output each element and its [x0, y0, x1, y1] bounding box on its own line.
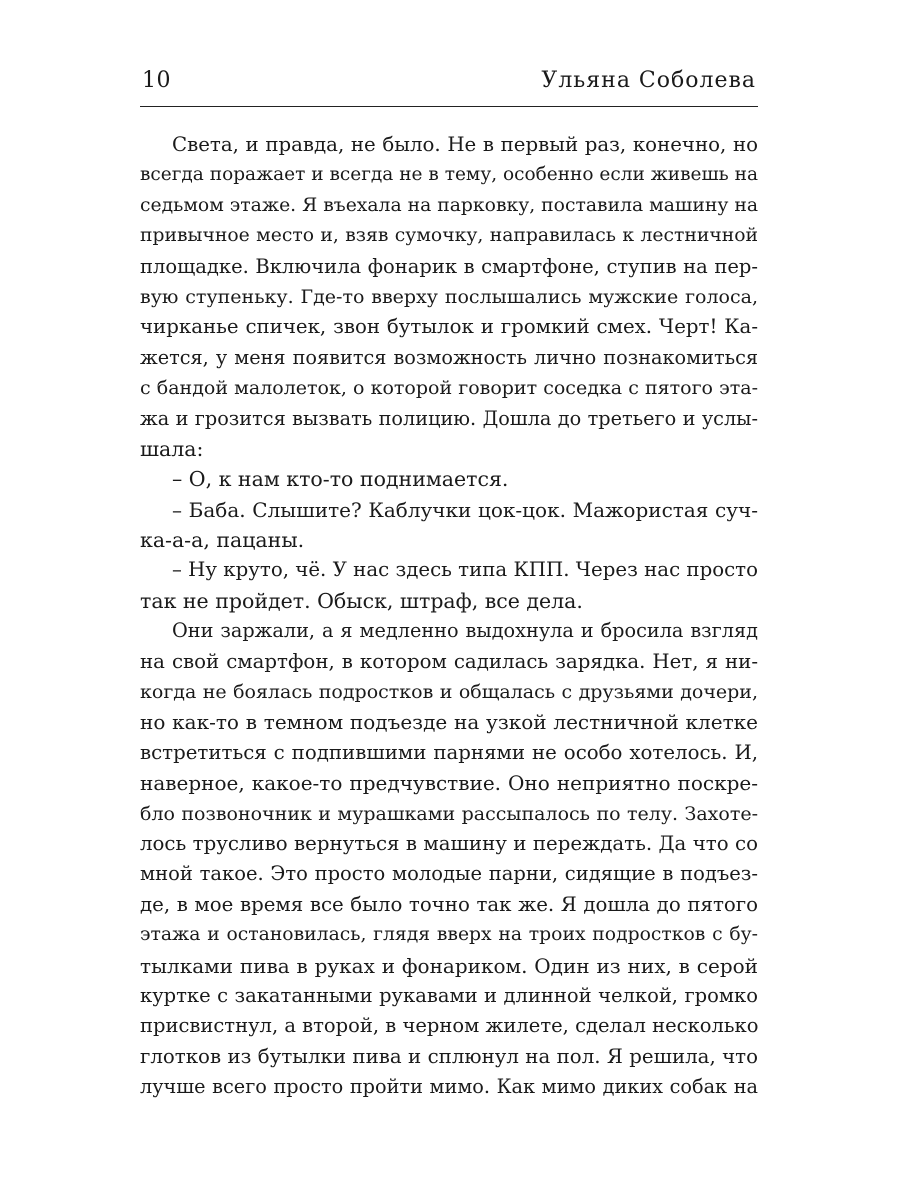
text-line: всегда поражает и всегда не в тему, особенно если живешь на	[140, 164, 758, 186]
text-line: наверное, какое-то предчувствие. Оно неприятно поскре-	[140, 771, 758, 796]
text-line: вую ступеньку. Где-то вверху послышались мужские голоса,	[140, 285, 758, 308]
text-line: шала:	[140, 436, 204, 461]
text-line: с бандой малолеток, о которой говорит соседка с пятого эта-	[140, 377, 758, 400]
text-line: тылками пива в руках и фонариком. Один из них, в серой	[140, 953, 758, 978]
text-line: – Баба. Слышите? Каблучки цок-цок. Мажористая суч-	[172, 497, 758, 522]
text-line: Они заржали, а я медленно выдохнула и бросила взгляд	[172, 619, 758, 643]
text-line: бло позвоночник и мурашками рассыпалось по телу. Захоте-	[140, 802, 758, 825]
page-header	[140, 66, 758, 107]
text-line: – Ну круто, чё. У нас здесь типа КПП. Через нас просто	[172, 558, 758, 582]
text-line: но как-то в темном подъезде на узкой лестничной клетке	[140, 710, 758, 735]
body-text	[140, 130, 758, 1103]
text-line: жа и грозится вызвать полицию. Дошла до третьего и услы-	[140, 406, 758, 430]
text-line: чирканье спичек, звон бутылок и громкий смех. Черт! Ка-	[140, 315, 758, 339]
text-line: этажа и остановилась, глядя вверх на троих подростков с бу-	[140, 924, 758, 946]
text-line: встретиться с подпившими парнями не особо хотелось. И,	[140, 740, 758, 764]
text-line: так не пройдет. Обыск, штраф, все дела.	[140, 588, 583, 613]
text-line: седьмом этаже. Я въехала на парковку, поставила машину на	[140, 194, 758, 216]
text-line: ка-а-а, пацаны.	[140, 528, 305, 553]
text-line: когда не боялась подростков и общалась с друзьями дочери,	[140, 681, 758, 704]
running-head-author: Ульяна Соболева	[541, 68, 756, 93]
text-line: куртке с закатанными рукавами и длинной челкой, громко	[140, 983, 758, 1007]
text-line: жется, у меня появится возможность лично познакомиться	[140, 345, 758, 369]
text-line: привычное место и, взяв сумочку, направилась к лестничной	[140, 225, 758, 247]
text-line: мной такое. Это просто молодые парни, сидящие в подъез-	[140, 862, 758, 886]
text-line: на свой смартфон, в котором садилась зарядка. Нет, я ни-	[140, 649, 758, 673]
text-line: площадке. Включила фонарик в смартфоне, ступив на пер-	[140, 254, 758, 278]
text-line: лось трусливо вернуться в машину и переждать. Да что со	[140, 831, 758, 855]
text-line: Света, и правда, не было. Не в первый раз, конечно, но	[172, 133, 758, 156]
text-line: – О, к нам кто-то поднимается.	[172, 467, 509, 492]
text-line: лучше всего просто пройти мимо. Как мимо диких собак на	[140, 1075, 758, 1099]
page-number: 10	[142, 68, 171, 93]
text-line: глотков из бутылки пива и сплюнул на пол. Я решила, что	[140, 1044, 758, 1068]
text-line: де, в мое время все было точно так же. Я дошла до пятого	[140, 892, 758, 916]
text-line: присвистнул, а второй, в черном жилете, сделал несколько	[140, 1014, 759, 1038]
